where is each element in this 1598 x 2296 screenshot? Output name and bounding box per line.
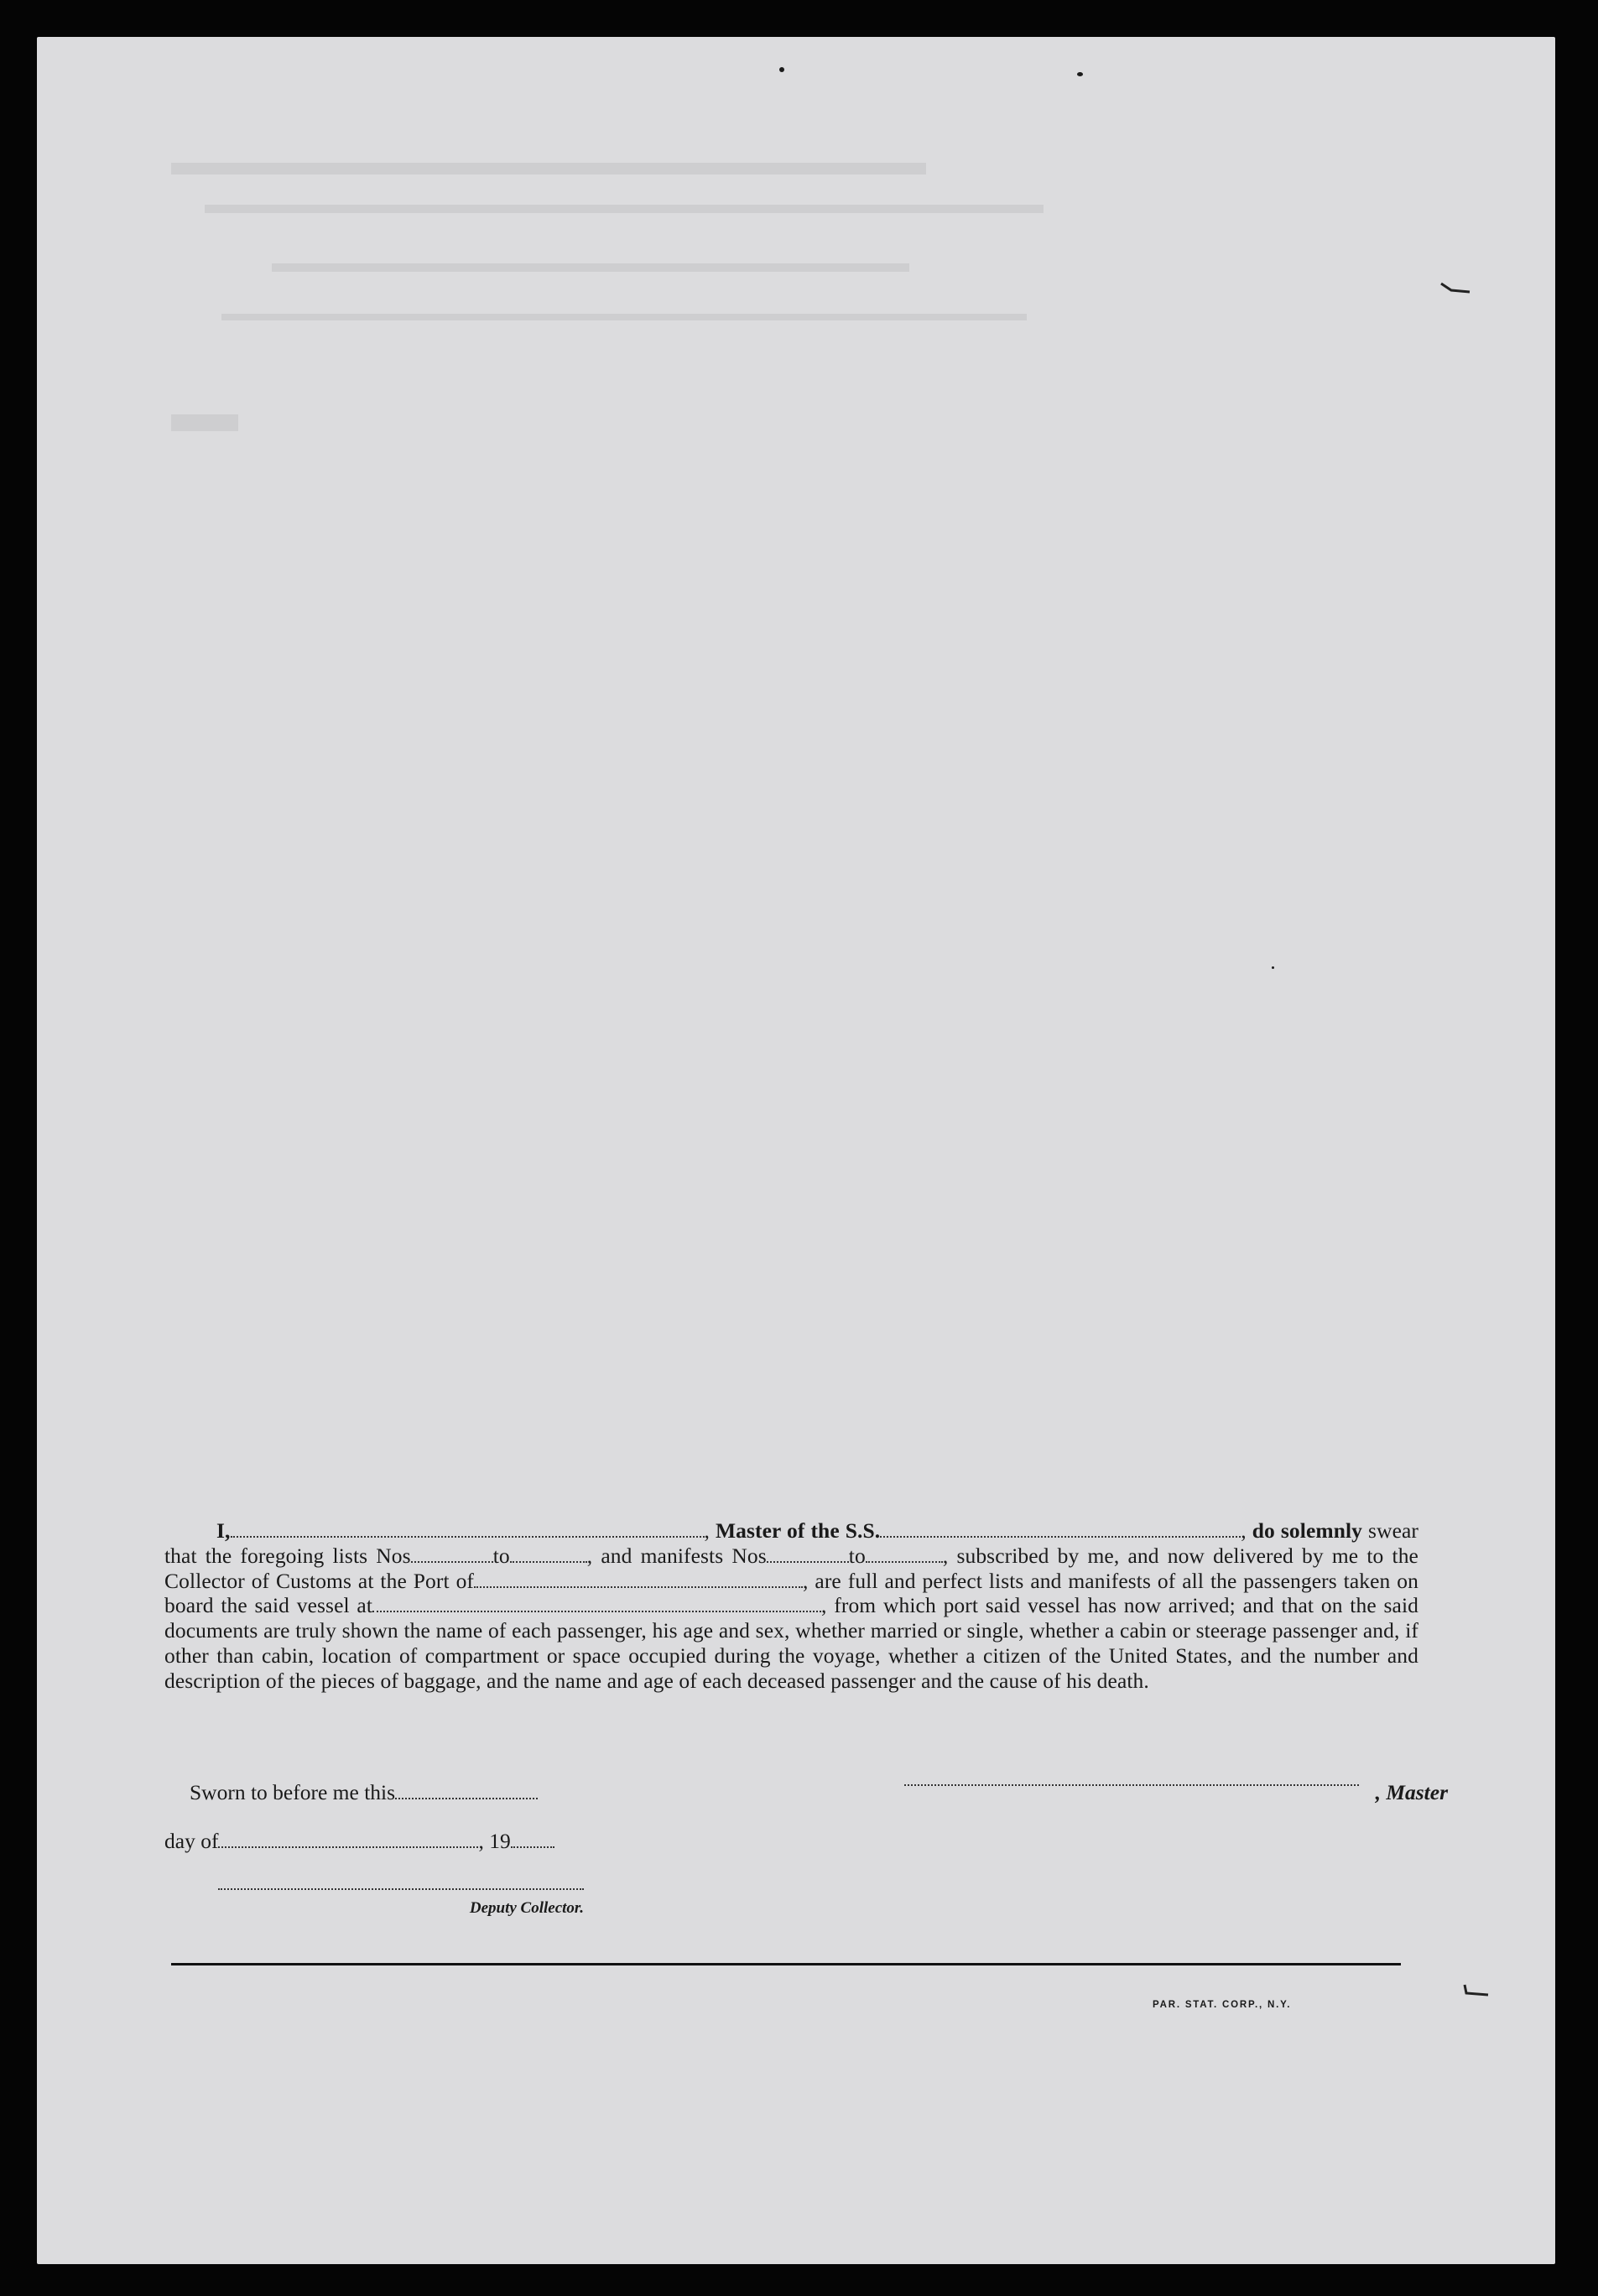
sworn-text: Sworn to before me this [190,1780,396,1804]
oath-line2-start: swear that the foregoing lists Nos [164,1518,1419,1568]
year-text: , 19 [478,1829,511,1853]
oath-line4-end: , from which [821,1593,936,1618]
manifest-to-blank [866,1546,943,1563]
oath-to-1: to [492,1543,510,1568]
manifest-from-blank [767,1546,849,1563]
oath-lead: I, [216,1518,231,1543]
printer-imprint: PAR. STAT. CORP., N.Y. [1153,2000,1292,2010]
scan-speck [779,67,784,72]
do-solemnly-text: do solemnly [1252,1518,1363,1543]
year-blank [511,1831,554,1848]
scan-speck [1077,72,1083,76]
departure-port-blank [372,1596,821,1612]
bleed-through-ghost [171,138,1094,473]
port-blank [474,1571,803,1588]
oath-body: port said vessel has now arrived; and that on the said documents are truly shown the name of each passenger, his age and sex, whether married or single, whether a cabin or steerage passenger and, if other than cabin, location of compartment or space occupied during the voyage, whether a citizen of the United States, and the number and description of the pieces of baggage, and the name and age of each deceased passenger and the cause of his death. [164,1593,1418,1693]
oath-paragraph: I, , Master of the S.S. , do solemnly swear that the foregoing lists Nos to , and manifests Nos to , subscribed by me, and now delivered by me to the Collector of Customs at the Port of , are full and perfect lists and manifests of all the passengers taken on board the said vessel at , from which port said vessel has now arrived; and that on the said documents are truly shown the name of each passenger, his age and sex, whether married or single, whether a cabin or steerage passenger and, if other than cabin, location of compartment or space occupied during the voyage, whether a citizen of the United States, and the number and description of the pieces of baggage, and the name and age of each deceased passenger and the cause of his death. [164,1518,1419,1693]
oath-line3-end: , are full and perfect lists and [803,1568,1062,1593]
master-signature-label: , Master [1375,1780,1448,1804]
oath-manifests-nos: , and manifests Nos [586,1543,767,1568]
deputy-signature-blank [218,1888,584,1890]
list-from-blank [411,1546,493,1563]
margin-tick-mark [1439,280,1473,297]
master-of-ss-label: Master of the S.S. [715,1518,881,1543]
form-page [37,37,1555,2264]
oath-to-2: to [848,1543,866,1568]
footer-rule [171,1963,1401,1965]
scan-speck [1272,966,1274,969]
oath-line4-start: manifests of all the passengers taken on board the said vessel at [164,1568,1418,1618]
margin-tick-mark [1463,1983,1496,2000]
sworn-date-blank [395,1783,538,1799]
master-name-blank [231,1521,705,1538]
deputy-collector-label: Deputy Collector. [469,1899,584,1917]
ship-name-blank [880,1521,1241,1538]
sworn-line [190,1780,538,1805]
oath-line3-start: delivered by me to the Collector of Customs at the Port of [164,1543,1418,1593]
day-of-line [164,1829,554,1854]
oath-subscribed: , subscribed by me, and now [942,1543,1205,1568]
day-of-blank [218,1831,478,1848]
day-of-text: day of [164,1829,219,1853]
list-to-blank [510,1546,587,1563]
